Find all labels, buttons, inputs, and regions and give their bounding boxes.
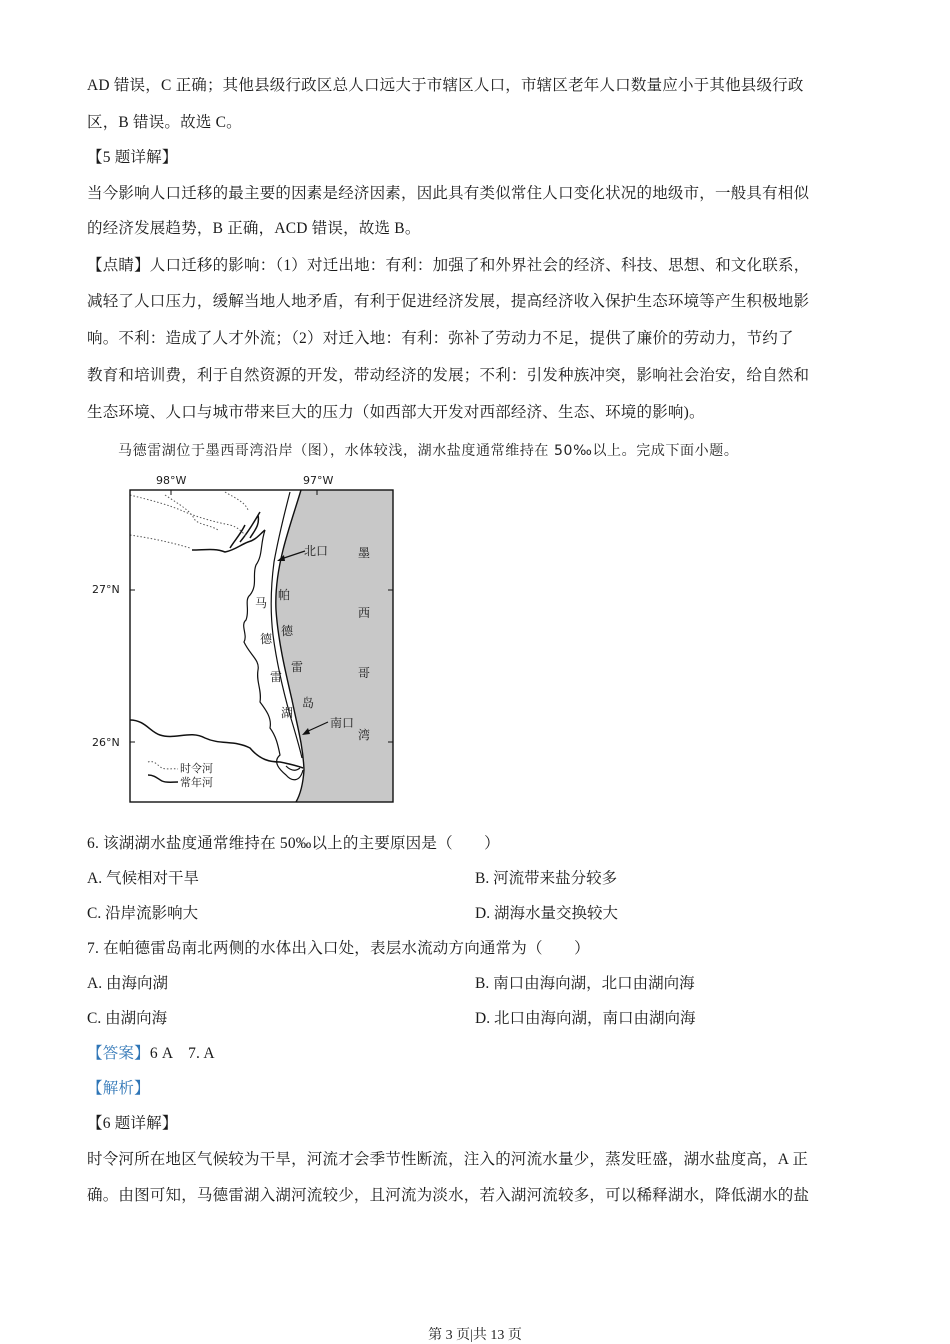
tip-line: 【点睛】人口迁移的影响：（1）对迁出地：有利：加强了和外界社会的经济、科技、思想、和文化联系，: [87, 257, 810, 274]
laguna-madre-map: [92, 470, 400, 805]
label-island-2: 德: [281, 624, 294, 638]
label-island-4: 岛: [302, 696, 315, 710]
label-north-inlet: 北口: [304, 544, 329, 558]
paragraph-line: AD 错误，C 正确；其他县级行政区总人口远大于市辖区人口，市辖区老年人口数量应小于其他县级行政: [87, 77, 804, 94]
q7-option-a[interactable]: A. 由海向湖: [87, 975, 168, 992]
q5-heading: 【5 题详解】: [87, 149, 178, 166]
lon-label-97w: 97°W: [303, 474, 334, 487]
label-lake-3: 雷: [270, 670, 283, 684]
analysis-line: 时令河所在地区气候较为干旱，河流才会季节性断流，注入的河流水量少，蒸发旺盛，湖水盐度高，A 正: [87, 1151, 809, 1168]
lon-label-98w: 98°W: [156, 474, 187, 487]
q6-option-c[interactable]: C. 沿岸流影响大: [87, 905, 199, 922]
label-gulf-2: 西: [358, 606, 371, 620]
q6-option-b[interactable]: B. 河流带来盐分较多: [475, 870, 618, 887]
tip-line: 响。不利：造成了人才外流；（2）对迁入地：有利：弥补了劳动力不足，提供了廉价的劳动力，节约了: [87, 330, 794, 347]
paragraph-line: 区，B 错误。故选 C。: [87, 114, 242, 131]
analysis-line: 确。由图可知，马德雷湖入湖河流较少，且河流为淡水，若入湖河流较多，可以稀释湖水，降低湖水的盐: [87, 1187, 810, 1204]
label-lake-2: 德: [260, 632, 273, 646]
answer-row: [87, 1044, 215, 1064]
q6-option-a[interactable]: A. 气候相对干旱: [87, 870, 199, 887]
lat-label-27n: 27°N: [92, 583, 120, 596]
tip-line: 教育和培训费，利于自然资源的开发，带动经济的发展；不利：引发种族冲突，影响社会治安，给自然和: [87, 367, 810, 384]
label-island-1: 帕: [278, 588, 291, 602]
label-gulf-4: 湾: [358, 728, 371, 742]
label-lake-4: 湖: [281, 706, 294, 720]
q6-heading: 【6 题详解】: [87, 1115, 178, 1132]
answer-label: 【答案】: [87, 1045, 150, 1062]
q6-option-d[interactable]: D. 湖海水量交换较大: [475, 905, 618, 922]
paragraph-line: 当今影响人口迁移的最主要的因素是经济因素，因此具有类似常住人口变化状况的地级市，一般具有相似: [87, 185, 810, 202]
legend-perennial-river: 常年河: [180, 776, 213, 789]
tip-line: 减轻了人口压力，缓解当地人地矛盾，有利于促进经济发展，提高经济收入保护生态环境等产生积极地影: [87, 293, 810, 310]
legend-intermittent-river: 时令河: [180, 762, 213, 775]
q7-option-b[interactable]: B. 南口由海向湖，北口由湖向海: [475, 975, 695, 992]
analysis-label: 【解析】: [87, 1080, 150, 1097]
label-gulf-3: 哥: [358, 666, 371, 680]
paragraph-line: 的经济发展趋势，B 正确，ACD 错误，故选 B。: [87, 220, 421, 237]
label-lake-1: 马: [255, 596, 268, 610]
answer-value: 6 A 7. A: [149, 1045, 215, 1062]
question-intro: 马德雷湖位于墨西哥湾沿岸（图），水体较浅，湖水盐度通常维持在 50‰以上。完成下面小题。: [118, 443, 739, 459]
label-island-3: 雷: [291, 660, 304, 674]
lat-label-26n: 26°N: [92, 736, 120, 749]
q7-option-c[interactable]: C. 由湖向海: [87, 1010, 168, 1027]
page-footer: 第 3 页|共 13 页: [428, 1328, 522, 1343]
tip-line: 生态环境、人口与城市带来巨大的压力（如西部大开发对西部经济、生态、环境的影响)。: [87, 404, 705, 421]
question-6-stem: 6. 该湖湖水盐度通常维持在 50‰以上的主要原因是（ ）: [87, 835, 500, 852]
label-south-inlet: 南口: [330, 716, 355, 730]
label-gulf-1: 墨: [358, 546, 371, 560]
q7-option-d[interactable]: D. 北口由海向湖，南口由湖向海: [475, 1010, 696, 1027]
question-7-stem: 7. 在帕德雷岛南北两侧的水体出入口处，表层水流动方向通常为（ ）: [87, 940, 590, 957]
